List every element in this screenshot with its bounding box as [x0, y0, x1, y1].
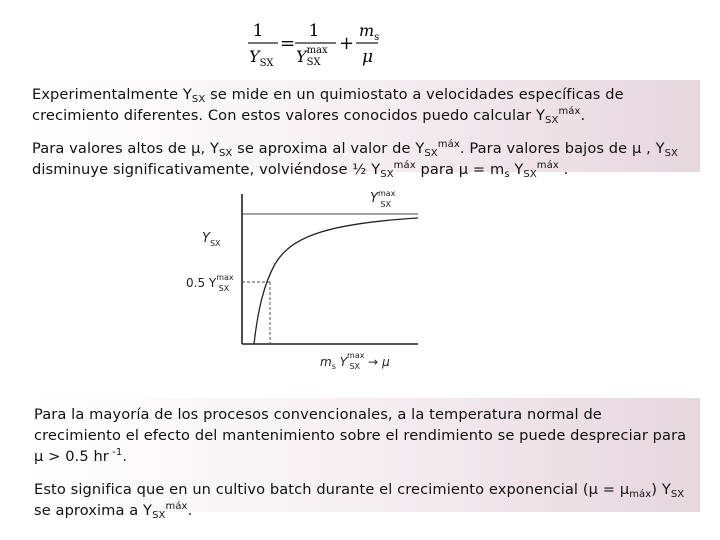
text-run: Y [509, 161, 524, 178]
intro-paragraph-1 [32, 84, 694, 126]
subscript: SX [523, 169, 537, 180]
text-run: Esto significa que en un cultivo batch durante el crecimiento exponencial (μ = μ [34, 481, 630, 498]
subscript: SX [218, 148, 233, 159]
half-max-label: 0.5 $Y^{max}$ SX [186, 273, 234, 293]
text-run: . [187, 502, 193, 519]
subscript: SX [380, 169, 394, 180]
subscript: SX [545, 115, 559, 126]
subscript: SX [670, 489, 685, 500]
text-run: se mide en un quimiostato a velocidades específicas de crecimiento diferentes. Con estos valores conocidos puedo calcular Y [32, 86, 624, 124]
subscript: SX [191, 94, 206, 105]
x-axis-label: $m_s$ $Y^{max}$ SX → μ [320, 351, 390, 371]
conclusion-paragraph-2 [34, 479, 692, 521]
eq-lhs-numerator: 1 [252, 21, 264, 41]
text-run: . [580, 107, 586, 124]
intro-text-panel [26, 80, 700, 180]
text-run: Para valores altos de μ, Y [32, 140, 219, 157]
subscript: SX [152, 510, 166, 521]
superscript: -1 [108, 447, 123, 458]
superscript: máx [558, 106, 581, 117]
eq-rhs-denominator: $Y^{max}$ SX [296, 45, 328, 68]
text-run: ) Y [651, 481, 671, 498]
intro-paragraph-2 [32, 138, 694, 180]
y-axis-label: $Y_{SX}$ [202, 231, 221, 248]
superscript: máx [165, 501, 188, 512]
eq-mu-denominator: μ [362, 47, 374, 67]
superscript: máx [437, 139, 460, 150]
text-run: se aproxima a Y [34, 502, 153, 519]
eq-ms-numerator: $m_s$ [359, 21, 380, 43]
subscript: máx [629, 489, 652, 500]
eq-lhs-denominator: $Y_{SX}$ [249, 47, 274, 69]
yield-curve [254, 218, 418, 344]
subscript: s [504, 169, 510, 180]
yield-vs-growth-rate-graph [180, 184, 420, 374]
conclusion-paragraph-1 [34, 404, 692, 467]
text-run: disminuye significativamente, volviéndose ½ Y [32, 161, 381, 178]
text-run: . [122, 448, 128, 465]
text-run: para μ = m [415, 161, 505, 178]
yield-equation [246, 14, 386, 74]
text-run: Para la mayoría de los procesos convencionales, a la temperatura normal de crecimiento el efecto del mantenimiento sobre el rendimiento se puede despreciar para μ > 0.5 hr [34, 406, 687, 465]
superscript: máx [536, 160, 559, 171]
subscript: SX [424, 148, 438, 159]
conclusion-text-panel [26, 398, 700, 521]
text-run: Experimentalmente Y [32, 86, 192, 103]
eq-plus-sign: + [339, 33, 355, 54]
text-run: se aproxima al valor de Y [232, 140, 425, 157]
eq-equals-sign: = [280, 33, 296, 54]
text-run: . Para valores bajos de μ , Y [459, 140, 665, 157]
superscript: máx [393, 160, 416, 171]
subscript: SX [664, 148, 678, 159]
eq-rhs-numerator: 1 [308, 21, 320, 41]
top-max-label: $Y^{max}$ SX [370, 189, 396, 209]
text-run: . [558, 161, 569, 178]
